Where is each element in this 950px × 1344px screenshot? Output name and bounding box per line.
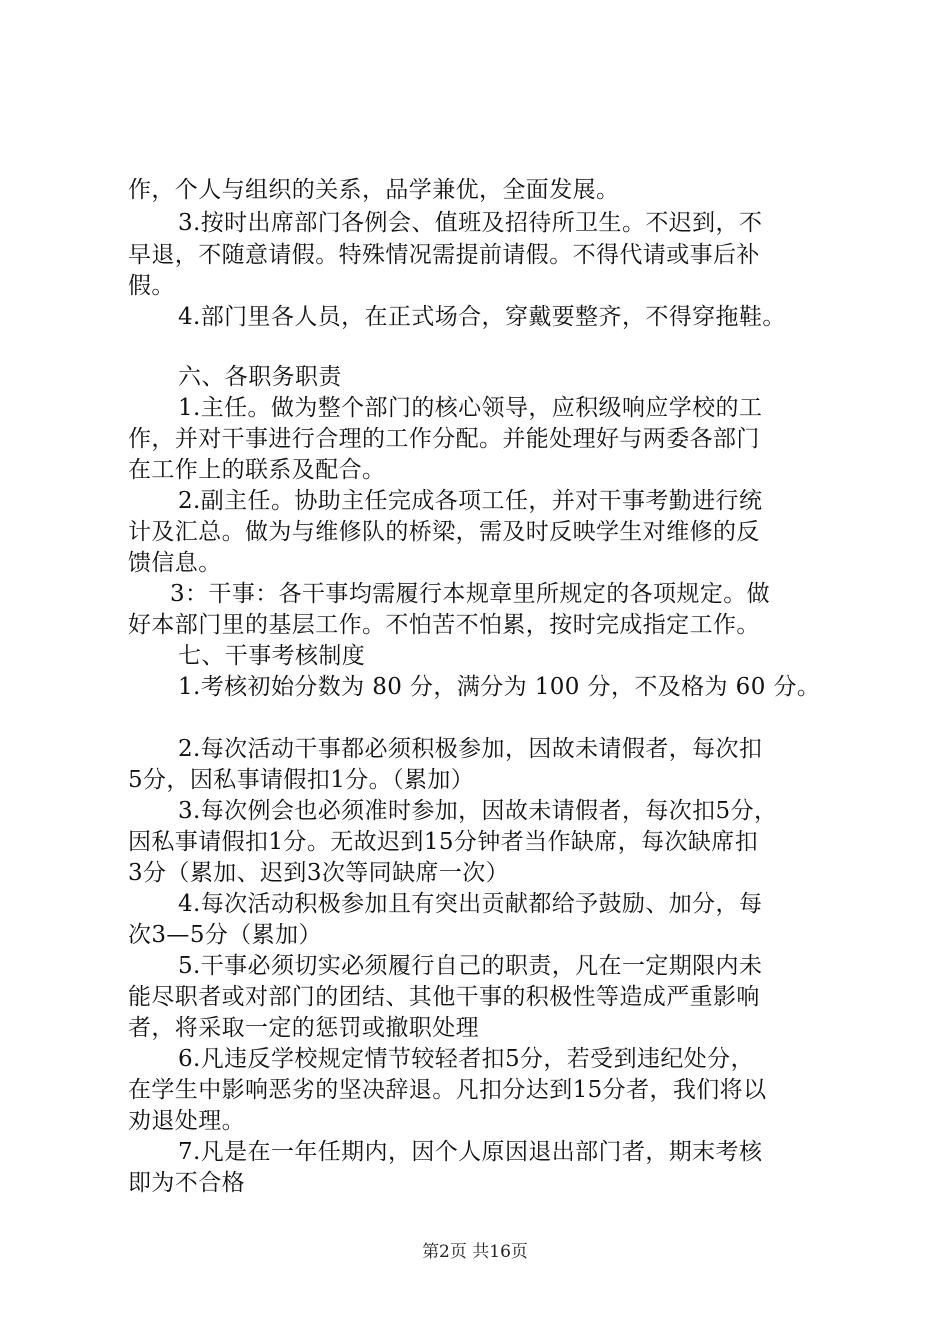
section-heading: 七、干事考核制度	[178, 643, 366, 669]
text-line: 作，个人与组织的关系，品学兼优，全面发展。	[128, 177, 620, 203]
text-line: 早退，不随意请假。特殊情况需提前请假。不得代请或事后补	[128, 242, 760, 268]
text-line: 能尽职者或对部门的团结、其他干事的积极性等造成严重影响	[128, 984, 760, 1010]
text-line: 者，将采取一定的惩罚或撤职处理	[128, 1015, 479, 1041]
text-line: 1.主任。做为整个部门的核心领导，应积级响应学校的工	[178, 395, 763, 421]
text-line: 因私事请假扣1分。无故迟到15分钟者当作缺席，每次缺席扣	[128, 829, 759, 855]
text-line: 3：干事：各干事均需履行本规章里所规定的各项规定。做	[170, 581, 771, 607]
text-line: 5分，因私事请假扣1分。（累加）	[128, 767, 475, 793]
text-line: 7.凡是在一年任期内，因个人原因退出部门者，期末考核	[178, 1139, 763, 1165]
text-line: 计及汇总。做为与维修队的桥梁，需及时反映学生对维修的反	[128, 519, 760, 545]
text-line: 3分（累加、迟到3次等同缺席一次）	[128, 860, 510, 886]
text-line: 5.干事必须切实必须履行自己的职责，凡在一定期限内未	[178, 953, 763, 979]
text-line: 好本部门里的基层工作。不怕苦不怕累，按时完成指定工作。	[128, 612, 760, 638]
page-number-footer: 第2页 共16页	[422, 1242, 528, 1262]
text-line: 在学生中影响恶劣的坚决辞退。凡扣分达到15分者，我们将以	[128, 1077, 767, 1103]
text-line: 次3—5分（累加）	[128, 922, 322, 948]
text-line: 2.副主任。协助主任完成各项工任，并对干事考勤进行统	[178, 488, 763, 514]
text-line: 6.凡违反学校规定情节较轻者扣5分，若受到违纪处分，	[178, 1046, 754, 1072]
text-line: 4.每次活动积极参加且有突出贡献都给予鼓励、加分，每	[178, 891, 763, 917]
text-line: 1.考核初始分数为 80 分，满分为 100 分，不及格为 60 分。	[178, 674, 821, 700]
text-line: 在工作上的联系及配合。	[128, 457, 386, 483]
text-line: 4.部门里各人员，在正式场合，穿戴要整齐，不得穿拖鞋。	[178, 304, 786, 330]
text-line: 即为不合格	[128, 1170, 245, 1196]
text-line: 假。	[128, 273, 175, 299]
text-line: 作，并对干事进行合理的工作分配。并能处理好与两委各部门	[128, 426, 760, 452]
text-line: 3.按时出席部门各例会、值班及招待所卫生。不迟到，不	[178, 210, 763, 236]
text-line: 劝退处理。	[128, 1108, 245, 1134]
text-line: 2.每次活动干事都必须积极参加，因故未请假者，每次扣	[178, 736, 763, 762]
text-line: 馈信息。	[128, 550, 222, 576]
section-heading: 六、各职务职责	[178, 364, 342, 390]
text-line: 3.每次例会也必须准时参加，因故未请假者，每次扣5分，	[178, 798, 778, 824]
